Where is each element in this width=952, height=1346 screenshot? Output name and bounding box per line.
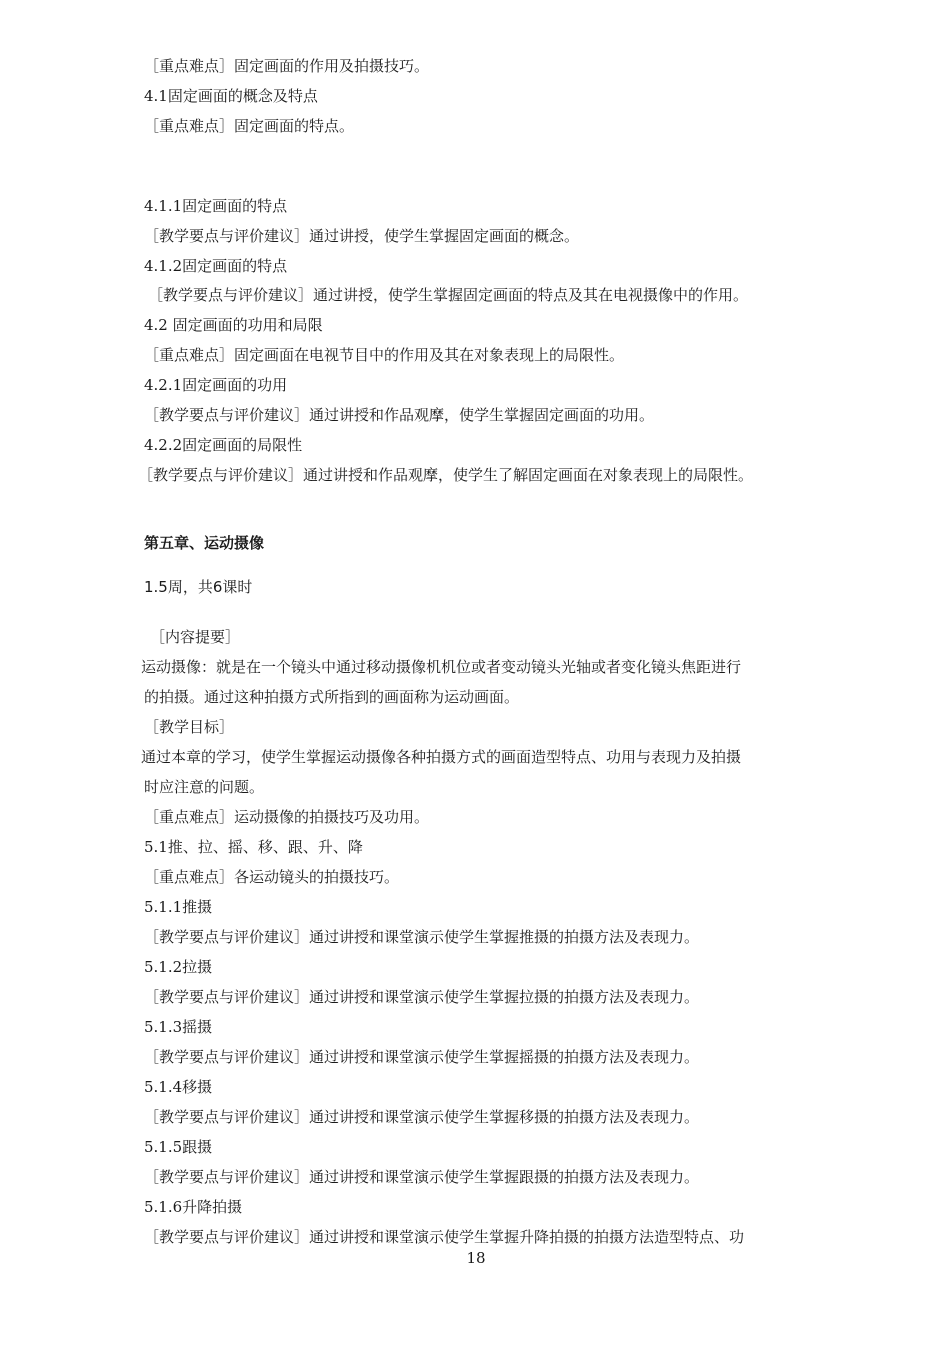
subsection-heading: 5.1.3摇摄	[144, 1018, 213, 1036]
subsection-heading: 4.2.1固定画面的功用	[144, 376, 288, 394]
subsection-heading: 4.2.2固定画面的局限性	[144, 436, 303, 454]
page-number: 18	[466, 1249, 486, 1267]
section-heading: 5.1推、拉、摇、移、跟、升、降	[144, 838, 363, 856]
teaching-point-line: ［教学要点与评价建议］通过讲授和课堂演示使学生掌握移摄的拍摄方法及表现力。	[144, 1108, 700, 1126]
chapter-duration: 1.5周，共6课时	[144, 578, 253, 596]
teaching-point-line: ［教学要点与评价建议］通过讲授和课堂演示使学生掌握拉摄的拍摄方法及表现力。	[144, 988, 700, 1006]
subsection-heading: 4.1.1固定画面的特点	[144, 197, 288, 215]
teaching-point-line: ［教学要点与评价建议］通过讲授，使学生掌握固定画面的特点及其在电视摄像中的作用。	[148, 286, 749, 304]
paragraph-line: 通过本章的学习，使学生掌握运动摄像各种拍摄方式的画面造型特点、功用与表现力及拍摄	[141, 748, 742, 766]
subsection-heading: 5.1.6升降拍摄	[144, 1198, 243, 1216]
teaching-point-line: ［教学要点与评价建议］通过讲授和作品观摩，使学生掌握固定画面的功用。	[144, 406, 655, 424]
subsection-heading: 5.1.5跟摄	[144, 1138, 213, 1156]
subsection-heading: 5.1.2拉摄	[144, 958, 213, 976]
section-heading: 4.2 固定画面的功用和局限	[144, 316, 323, 334]
teaching-point-line: ［教学要点与评价建议］通过讲授和课堂演示使学生掌握推摄的拍摄方法及表现力。	[144, 928, 700, 946]
teaching-point-line: ［教学要点与评价建议］通过讲授和课堂演示使学生掌握跟摄的拍摄方法及表现力。	[144, 1168, 700, 1186]
key-point-line: ［重点难点］固定画面的作用及拍摄技巧。	[144, 57, 430, 75]
subsection-heading: 5.1.1推摄	[144, 898, 213, 916]
key-point-line: ［重点难点］运动摄像的拍摄技巧及功用。	[144, 808, 430, 826]
section-heading: 4.1固定画面的概念及特点	[144, 87, 318, 105]
paragraph-line: 时应注意的问题。	[144, 778, 265, 796]
teaching-point-line: ［教学要点与评价建议］通过讲授和课堂演示使学生掌握摇摄的拍摄方法及表现力。	[144, 1048, 700, 1066]
paragraph-line: 运动摄像：就是在一个镜头中通过移动摄像机机位或者变动镜头光轴或者变化镜头焦距进行	[141, 658, 742, 676]
key-point-line: ［重点难点］固定画面在电视节目中的作用及其在对象表现上的局限性。	[144, 346, 625, 364]
teaching-point-line: ［教学要点与评价建议］通过讲授和作品观摩，使学生了解固定画面在对象表现上的局限性。	[138, 466, 754, 484]
paragraph-line: 的拍摄。通过这种拍摄方式所指到的画面称为运动画面。	[144, 688, 520, 706]
chapter-title: 第五章、运动摄像	[144, 534, 265, 552]
teaching-goal-heading: ［教学目标］	[144, 718, 235, 736]
teaching-point-line: ［教学要点与评价建议］通过讲授，使学生掌握固定画面的概念。	[144, 227, 580, 245]
key-point-line: ［重点难点］固定画面的特点。	[144, 117, 355, 135]
teaching-point-line: ［教学要点与评价建议］通过讲授和课堂演示使学生掌握升降拍摄的拍摄方法造型特点、功	[144, 1228, 745, 1246]
subsection-heading: 5.1.4移摄	[144, 1078, 213, 1096]
key-point-line: ［重点难点］各运动镜头的拍摄技巧。	[144, 868, 400, 886]
subsection-heading: 4.1.2固定画面的特点	[144, 257, 288, 275]
content-summary-heading: ［内容提要］	[150, 628, 241, 646]
